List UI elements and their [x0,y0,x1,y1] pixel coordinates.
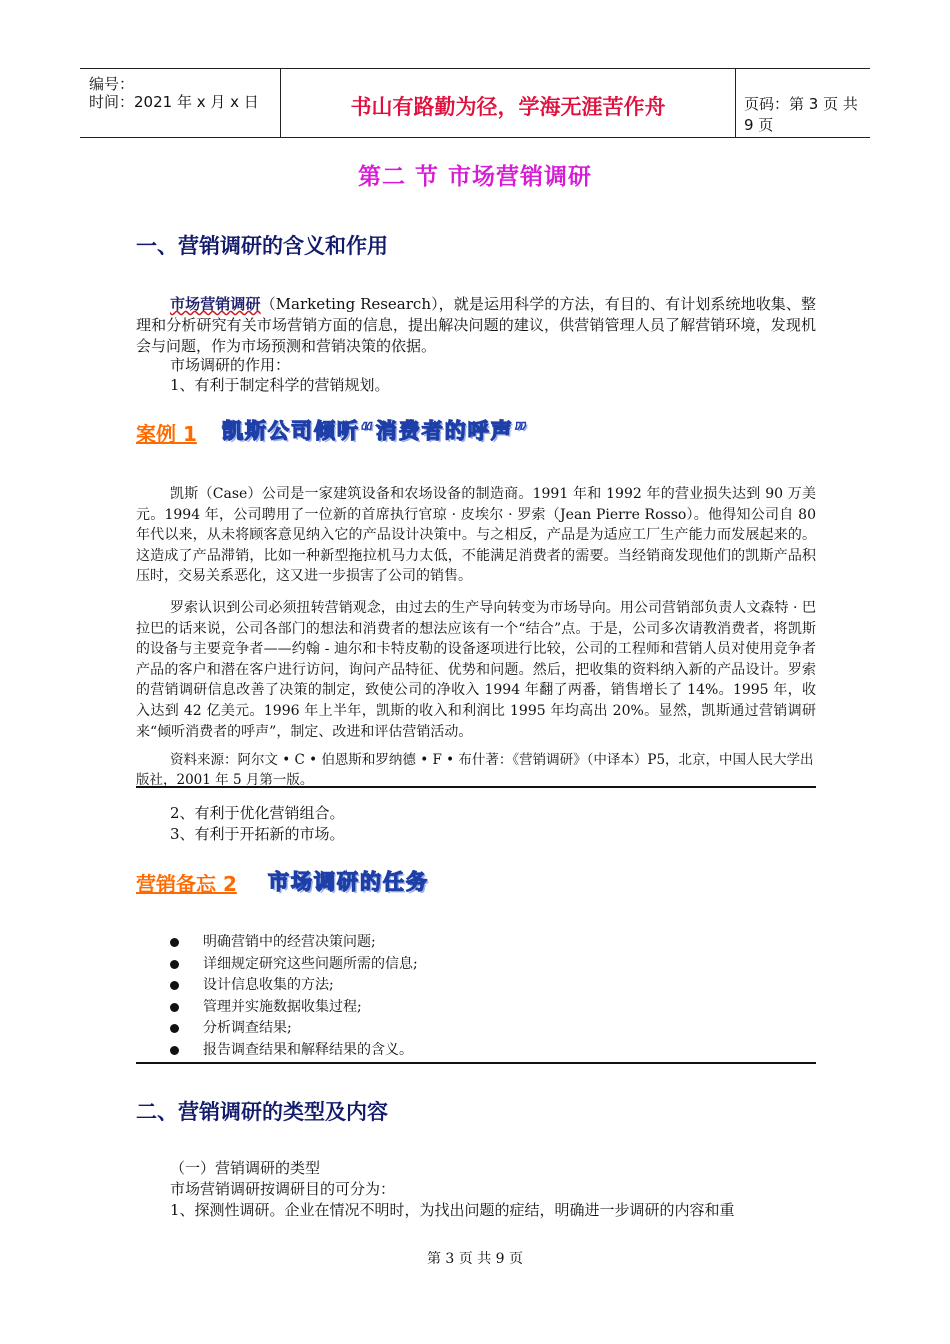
bullet-icon [170,1003,179,1012]
type-item-1: 1、探测性调研。企业在情况不明时，为找出问题的症结，明确进一步调研的内容和重 [170,1201,735,1219]
header-motto: 书山有路勤为径，学海无涯苦作舟 [350,95,666,119]
case-paragraph-1: 凯斯（Case）公司是一家建筑设备和农场设备的制造商。1991 年和 1992 年的营业损失达到 90 万美元。1994 年，公司聘用了一位新的首席执行官琼 · 皮埃尔 · 罗索（Jean Pierre Rosso）。他得知公司自 80 年代以来，从未将顾客意见纳入它的产品设计决策中。与之相反，产品是为适应工厂生产能力而发展起来的。这造成了产品滞销，比如一种新型拖拉机马力太低，不能满足消费者的需要。当经销商发现他们的凯斯产品积压时，交易关系恶化，这又进一步损害了公司的销售。 [136,486,816,585]
subsection-heading: （一）营销调研的类型 [170,1159,321,1177]
bullet-icon [170,1046,179,1055]
role-item-3: 3、有利于开拓新的市场。 [170,825,345,843]
bullet-icon [170,981,179,990]
header-motto-cell [281,69,736,137]
definition-paragraph [136,294,816,357]
header-page-cell [736,69,870,137]
memo-title: 市场调研的任务 [268,870,429,894]
memo-label: 营销备忘 2 [136,872,237,896]
list-item: 详细规定研究这些问题所需的信息; [170,954,810,976]
role-item-2: 2、有利于优化营销组合。 [170,804,345,822]
list-item: 明确营销中的经营决策问题; [170,932,810,954]
role-intro: 市场调研的作用： [170,356,291,374]
document-time-label: 时间：2021 年 x 月 x 日 [89,93,259,111]
case-label: 案例 1 [136,422,197,446]
memo-divider [136,1062,816,1064]
case-title: 凯斯公司倾听“消费者的呼声” [222,419,530,443]
memo-task-list [170,932,810,1061]
case-source: 资料来源：阿尔文 • C • 伯恩斯和罗纳德 • F • 布什著：《营销调研》（中译本）P5，北京，中国人民大学出版社，2001 年 5 月第一版。 [136,752,814,788]
bullet-icon [170,960,179,969]
section-heading-1: 一、营销调研的含义和作用 [136,234,388,258]
page-footer: 第 3 页 共 9 页 [426,1251,524,1267]
role-item-1: 1、有利于制定科学的营销规划。 [170,376,390,394]
list-item: 设计信息收集的方法; [170,975,810,997]
header-info-cell [80,69,281,137]
bullet-icon [170,938,179,947]
list-item: 报告调查结果和解释结果的含义。 [170,1040,810,1062]
document-code-label: 编号： [89,75,135,93]
chapter-title: 第二 节 市场营销调研 [357,164,592,190]
bullet-icon [170,1024,179,1033]
key-term: 市场营销调研 [170,295,261,313]
list-item: 管理并实施数据收集过程; [170,997,810,1019]
section-heading-2: 二、营销调研的类型及内容 [136,1100,388,1124]
list-item: 分析调查结果; [170,1018,810,1040]
case-paragraph-2: 罗索认识到公司必须扭转营销观念，由过去的生产导向转变为市场导向。用公司营销部负责人文森特 · 巴拉巴的话来说，公司各部门的想法和消费者的想法应该有一个“结合”点。于是，公司多次请教消费者，将凯斯的设备与主要竞争者——约翰 - 迪尔和卡特皮勒的设备逐项进行比较，公司的工程师和营销人员对使用竞争者产品的客户和潜在客户进行访问，询问产品特征、优势和问题。然后，把收集的资料纳入新的产品设计。罗索的营销调研信息改善了决策的制定，致使公司的净收入 1994 年翻了两番，销售增长了 14%。1995 年，收入达到 42 亿美元。1996 年上半年，凯斯的收入和利润比 1995 年均高出 20%。显然，凯斯通过营销调研来“倾听消费者的呼声”，制定、改进和评估营销活动。 [136,600,816,740]
definition-text: （Marketing Research），就是运用科学的方法，有目的、有计划系统地收集、整理和分析研究有关市场营销方面的信息，提出解决问题的建议，供营销管理人员了解营销环境，发现机会与问题，作为市场预测和营销决策的依据。 [136,295,816,355]
page-header [80,68,870,138]
header-page-number: 页码：第 3 页 共 9 页 [744,95,858,134]
case-divider [136,786,816,788]
types-intro: 市场营销调研按调研目的可分为： [170,1180,396,1198]
